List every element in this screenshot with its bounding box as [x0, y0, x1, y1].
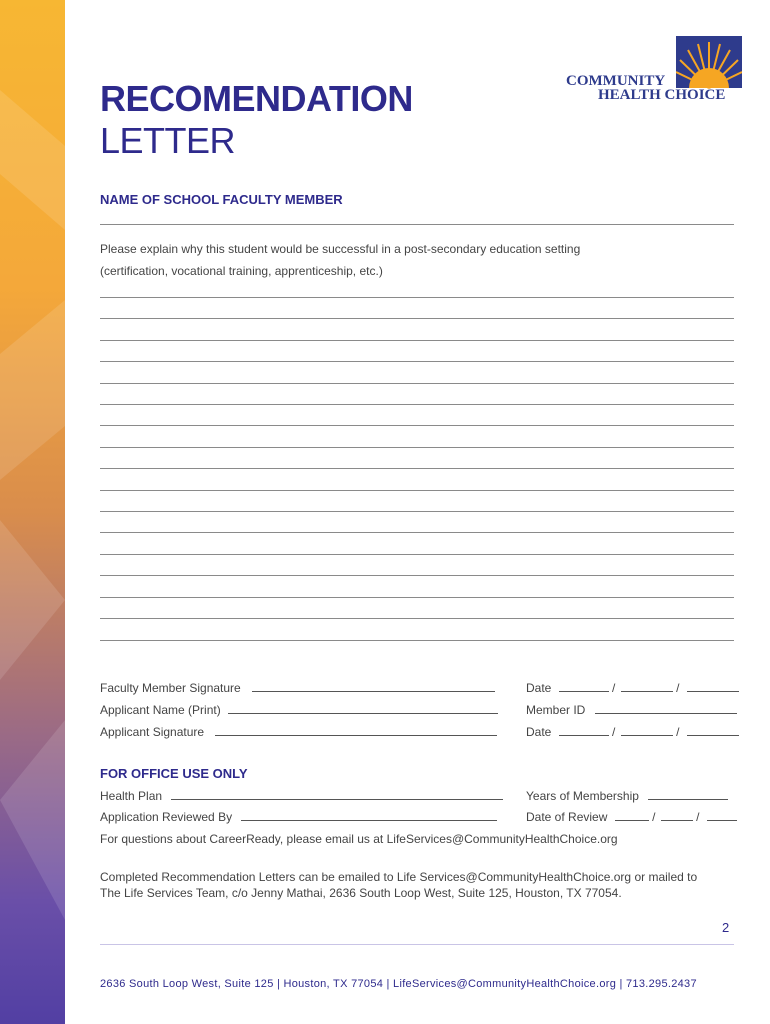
years-membership-field[interactable] — [648, 789, 728, 800]
faculty-signature-field[interactable] — [252, 681, 495, 692]
logo-line-2: HEALTH CHOICE — [598, 87, 726, 103]
date-row-2 — [526, 725, 739, 739]
completed-note-line-1: Completed Recommendation Letters can be emailed to Life Services@CommunityHealthChoice.org or mailed to — [100, 870, 698, 884]
answer-line[interactable] — [100, 340, 734, 341]
page-number: 2 — [722, 920, 730, 935]
answer-line[interactable] — [100, 532, 734, 533]
member-id-field[interactable] — [595, 703, 737, 714]
answer-line[interactable] — [100, 297, 734, 298]
review-day-field[interactable] — [661, 810, 693, 821]
questions-note: For questions about CareerReady, please email us at LifeServices@CommunityHealthChoice.org — [100, 832, 618, 846]
applicant-name-field[interactable] — [228, 703, 498, 714]
answer-line[interactable] — [100, 618, 734, 619]
date-label: Date — [526, 725, 552, 739]
date-separator: / — [612, 725, 616, 739]
answer-line[interactable] — [100, 640, 734, 641]
date-day-field[interactable] — [621, 725, 673, 736]
answer-line[interactable] — [100, 383, 734, 384]
community-health-choice-logo — [566, 36, 742, 112]
answer-line[interactable] — [100, 490, 734, 491]
faculty-name-field[interactable] — [100, 224, 734, 225]
health-plan-field[interactable] — [171, 789, 503, 800]
completed-note-line-2: The Life Services Team, c/o Jenny Mathai, 2636 South Loop West, Suite 125, Houston, TX 77054. — [100, 886, 622, 900]
office-use-heading: FOR OFFICE USE ONLY — [100, 766, 248, 781]
page-subtitle: LETTER — [100, 120, 236, 161]
date-separator: / — [652, 810, 656, 824]
decorative-side-band — [0, 0, 65, 1024]
date-separator: / — [676, 681, 680, 695]
date-month-field[interactable] — [559, 681, 609, 692]
applicant-name-label: Applicant Name (Print) — [100, 703, 221, 717]
answer-line[interactable] — [100, 404, 734, 405]
applicant-name-row — [100, 703, 498, 717]
years-membership-label: Years of Membership — [526, 789, 639, 803]
review-year-field[interactable] — [707, 810, 737, 821]
date-of-review-label: Date of Review — [526, 810, 608, 824]
answer-line[interactable] — [100, 425, 734, 426]
answer-line[interactable] — [100, 554, 734, 555]
applicant-signature-row — [100, 725, 497, 739]
reviewed-by-row — [100, 810, 497, 824]
faculty-name-label: NAME OF SCHOOL FACULTY MEMBER — [100, 192, 343, 207]
years-membership-row — [526, 789, 728, 803]
applicant-signature-field[interactable] — [215, 725, 497, 736]
date-separator: / — [676, 725, 680, 739]
prompt-line-2: (certification, vocational training, apprenticeship, etc.) — [100, 264, 383, 278]
date-label: Date — [526, 681, 552, 695]
footer-contact: 2636 South Loop West, Suite 125 | Houston, TX 77054 | LifeServices@CommunityHealthChoice.org | 713.295.2437 — [100, 978, 697, 990]
review-month-field[interactable] — [615, 810, 649, 821]
answer-line[interactable] — [100, 318, 734, 319]
date-day-field[interactable] — [621, 681, 673, 692]
page-title: RECOMENDATION — [100, 78, 413, 119]
prompt-line-1: Please explain why this student would be successful in a post-secondary education setting — [100, 242, 581, 256]
reviewed-by-label: Application Reviewed By — [100, 810, 233, 824]
faculty-signature-row — [100, 681, 495, 695]
date-separator: / — [612, 681, 616, 695]
date-row-1 — [526, 681, 739, 695]
member-id-row — [526, 703, 737, 717]
date-of-review-row — [526, 810, 737, 824]
date-year-field[interactable] — [687, 681, 739, 692]
answer-line[interactable] — [100, 468, 734, 469]
reviewed-by-field[interactable] — [241, 810, 497, 821]
answer-line[interactable] — [100, 361, 734, 362]
answer-line[interactable] — [100, 447, 734, 448]
answer-line[interactable] — [100, 511, 734, 512]
health-plan-label: Health Plan — [100, 789, 163, 803]
date-month-field[interactable] — [559, 725, 609, 736]
answer-line[interactable] — [100, 597, 734, 598]
answer-line[interactable] — [100, 575, 734, 576]
faculty-signature-label: Faculty Member Signature — [100, 681, 241, 695]
applicant-signature-label: Applicant Signature — [100, 725, 205, 739]
logo-line-1: COMMUNITY — [566, 73, 666, 89]
date-separator: / — [696, 810, 700, 824]
footer-divider — [100, 944, 734, 945]
date-year-field[interactable] — [687, 725, 739, 736]
health-plan-row — [100, 789, 503, 803]
member-id-label: Member ID — [526, 703, 586, 717]
